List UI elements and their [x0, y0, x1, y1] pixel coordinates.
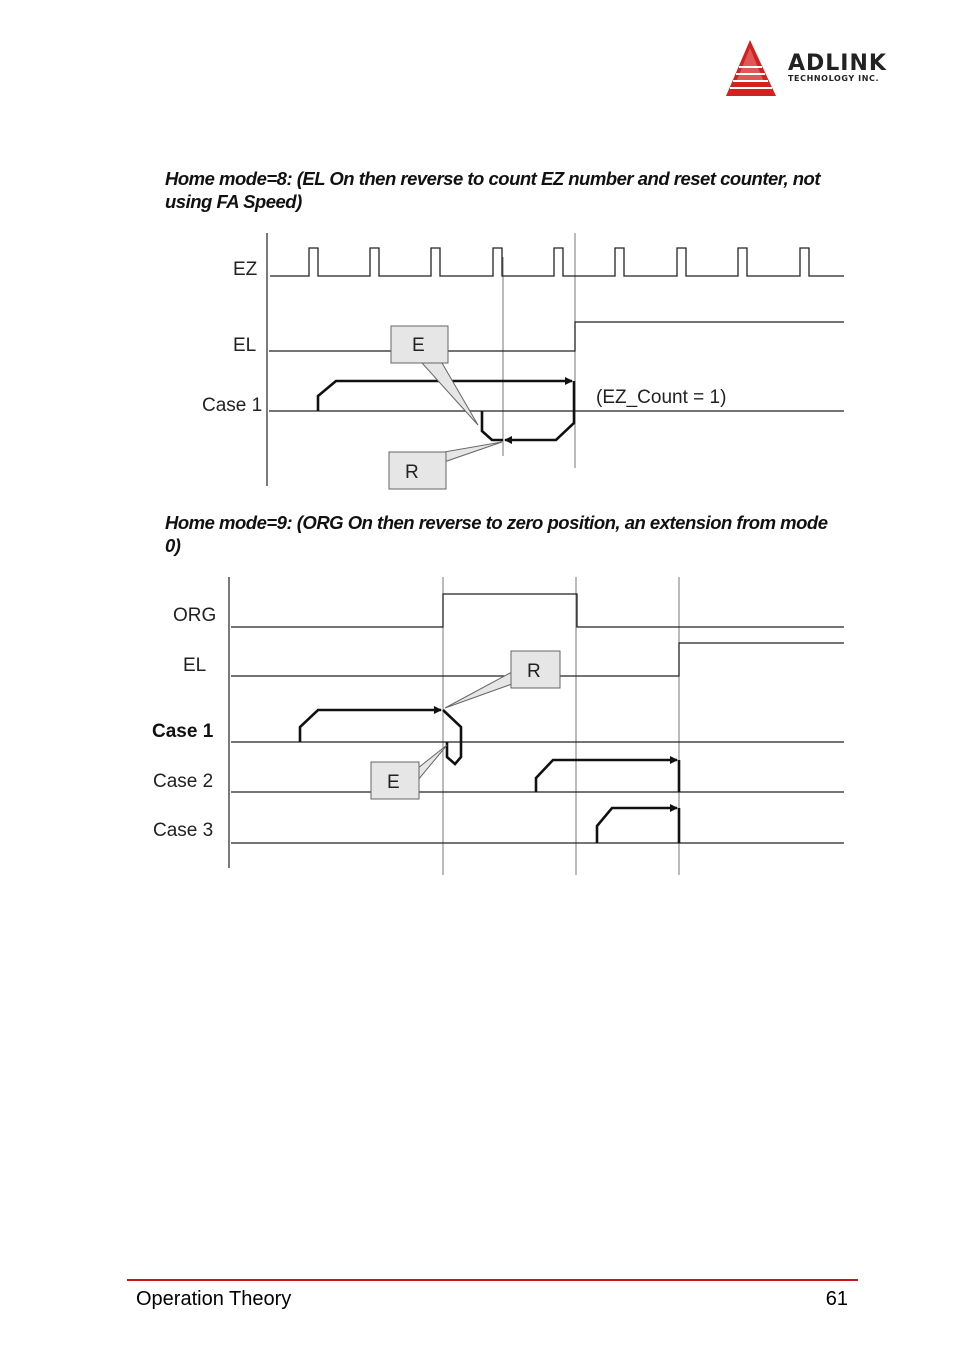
mode9-heading: Home mode=9: (ORG On then reverse to zero position, an extension from mode 0): [165, 512, 828, 556]
footer-section-title: Operation Theory: [136, 1288, 292, 1310]
label-case3: Case 3: [153, 820, 214, 841]
mode8-heading: Home mode=8: (EL On then reverse to count EZ number and reset counter, not using FA Speed): [165, 168, 820, 212]
case1-motion-stop: [482, 411, 503, 440]
label-el-mode9: EL: [183, 655, 207, 676]
logo-subtitle: TECHNOLOGY INC.: [788, 74, 880, 83]
callout-r-pointer-mode9: [445, 672, 512, 708]
mode9-case1-motion-forward: [300, 710, 441, 742]
el-signal-mode8: [269, 322, 844, 351]
label-org: ORG: [173, 605, 217, 626]
mode9-case1-motion-reverse: [443, 710, 461, 764]
callout-r-pointer-mode8: [444, 442, 502, 462]
callout-e-label-mode9: E: [387, 772, 400, 793]
logo-name: ADLINK: [788, 51, 887, 76]
callout-r-label-mode8: R: [405, 462, 419, 483]
label-case1-mode8: Case 1: [202, 395, 263, 416]
callout-e-label-mode8: E: [412, 335, 425, 356]
label-case1-mode9: Case 1: [152, 721, 214, 742]
annotation-ez-count: (EZ_Count = 1): [596, 387, 727, 408]
label-case2: Case 2: [153, 771, 214, 792]
label-el-mode8: EL: [233, 335, 257, 356]
mode9-diagram: [152, 577, 844, 875]
callout-r-label-mode9: R: [527, 661, 541, 682]
label-ez: EZ: [233, 259, 258, 280]
case3-motion: [597, 808, 677, 843]
ez-signal: [270, 248, 844, 276]
case2-motion: [536, 760, 677, 792]
callout-e-pointer-mode8: [422, 363, 478, 425]
footer-divider: [127, 1279, 858, 1281]
mode8-diagram: [202, 233, 844, 489]
org-signal: [231, 594, 844, 627]
footer-page-number: 61: [825, 1288, 848, 1310]
